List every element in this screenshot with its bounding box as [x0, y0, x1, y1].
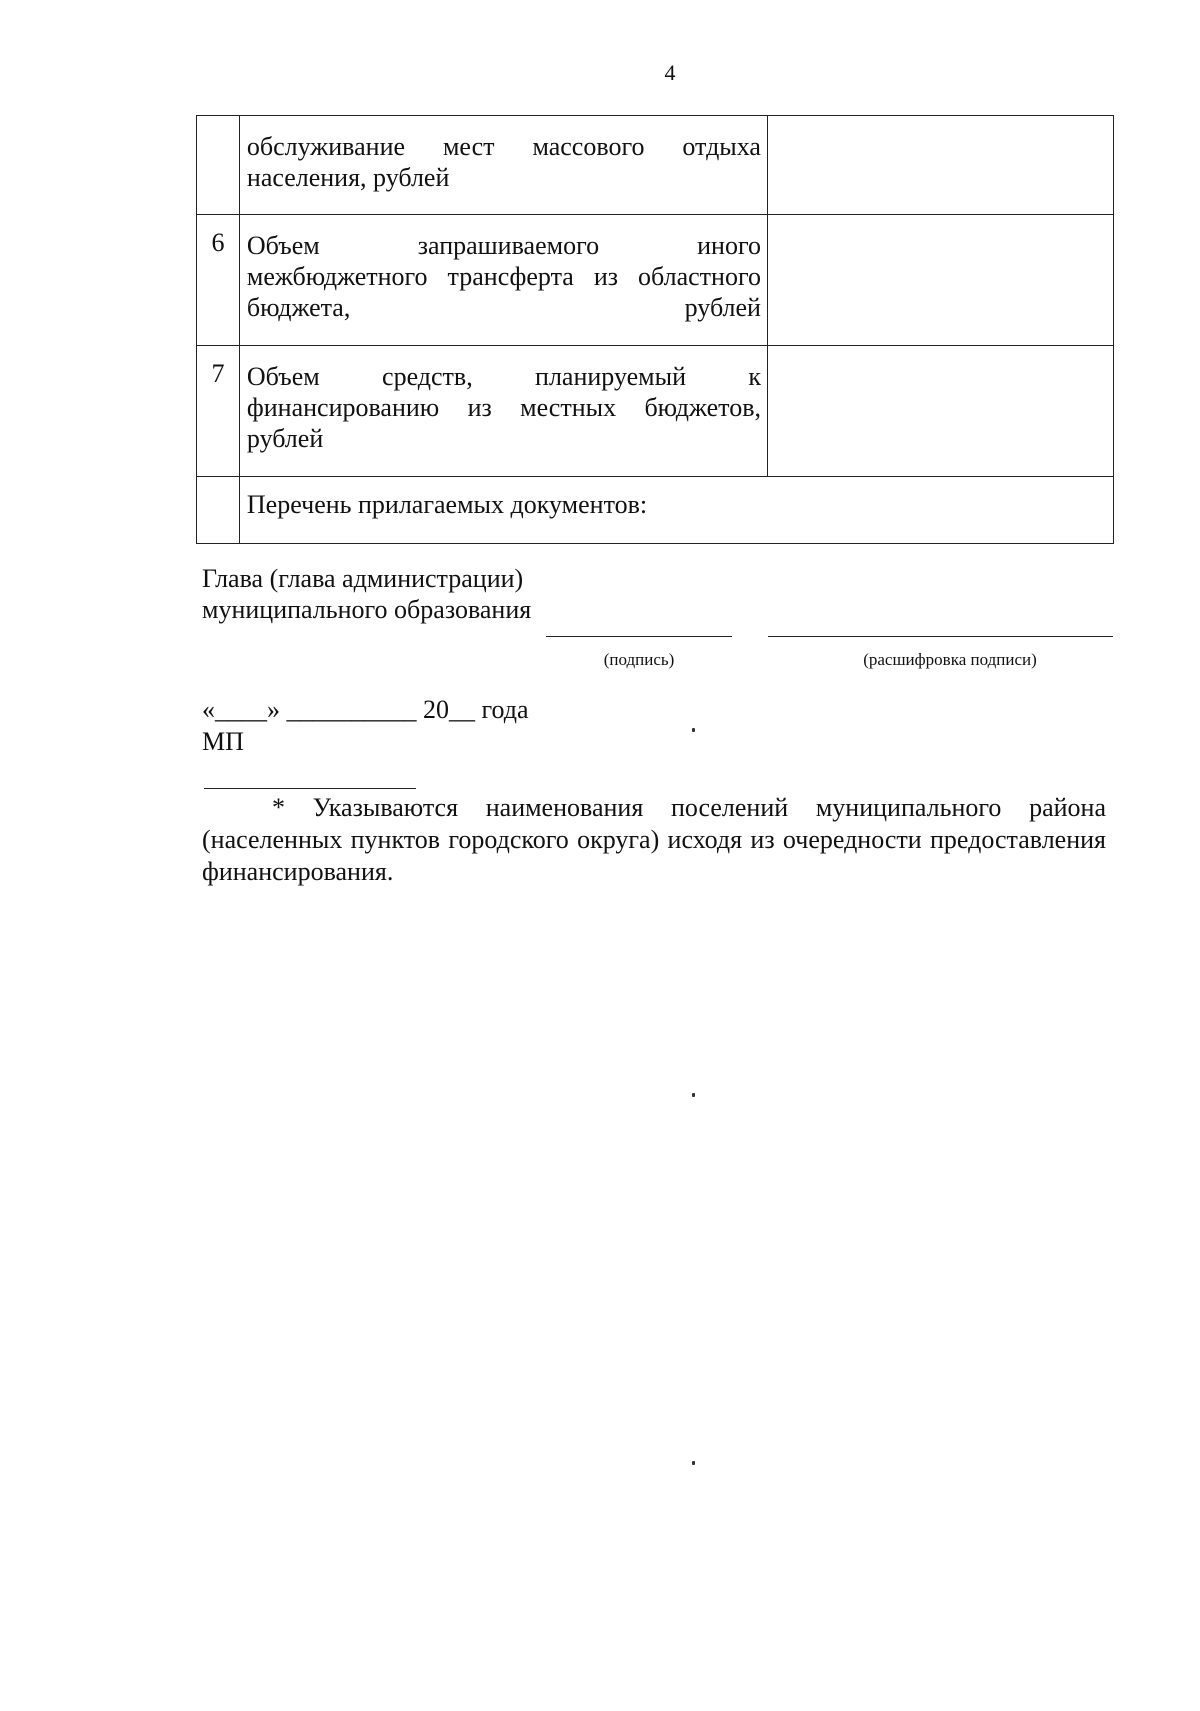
row-label-cell	[239, 346, 767, 477]
signatory-title-line-1: Глава (глава администрации)	[202, 564, 524, 593]
row-number	[197, 477, 240, 544]
signatory-title-line-2: муниципального образования	[202, 595, 532, 624]
row-label-cell	[239, 116, 767, 215]
signature-decoding-caption: (расшифровка подписи)	[863, 650, 1037, 669]
row-value	[767, 116, 1113, 215]
table-row	[197, 116, 1114, 215]
stamp-label: МП	[202, 727, 244, 756]
footnote-divider	[204, 788, 416, 789]
row-label: Перечень прилагаемых документов:	[246, 490, 648, 519]
row-value	[767, 215, 1113, 346]
table-row	[197, 215, 1114, 346]
row-value	[767, 346, 1113, 477]
date-line: «____» __________ 20__ года	[202, 695, 529, 724]
signature-blank-line[interactable]	[546, 636, 732, 637]
table-row	[197, 477, 1114, 544]
footnote: * Указываются наименования поселений муниципального района (населенных пунктов городского округа) исходя из очередности предоставления финансирования.	[202, 793, 1106, 886]
scan-speck	[692, 1093, 695, 1097]
signature-caption: (подпись)	[603, 650, 675, 669]
row-label: Объем запрашиваемого иного межбюджетного трансферта из областного бюджета, рублей	[246, 231, 761, 322]
row-number: 7	[197, 346, 240, 477]
scan-speck	[692, 728, 695, 732]
row-label-cell	[239, 215, 767, 346]
row-label: Объем средств, планируемый к финансированию из местных бюджетов, рублей	[246, 362, 761, 453]
row-number	[197, 116, 240, 215]
signatory-title	[202, 563, 531, 625]
row-label-cell	[239, 477, 1113, 544]
table-row	[197, 346, 1114, 477]
page-number: 4	[664, 60, 676, 85]
signature-decoding-blank-line[interactable]	[768, 636, 1113, 637]
form-table	[196, 115, 1114, 544]
row-number: 6	[197, 215, 240, 346]
scan-speck	[692, 1461, 695, 1465]
row-label: обслуживание мест массового отдыха населения, рублей	[246, 132, 761, 192]
